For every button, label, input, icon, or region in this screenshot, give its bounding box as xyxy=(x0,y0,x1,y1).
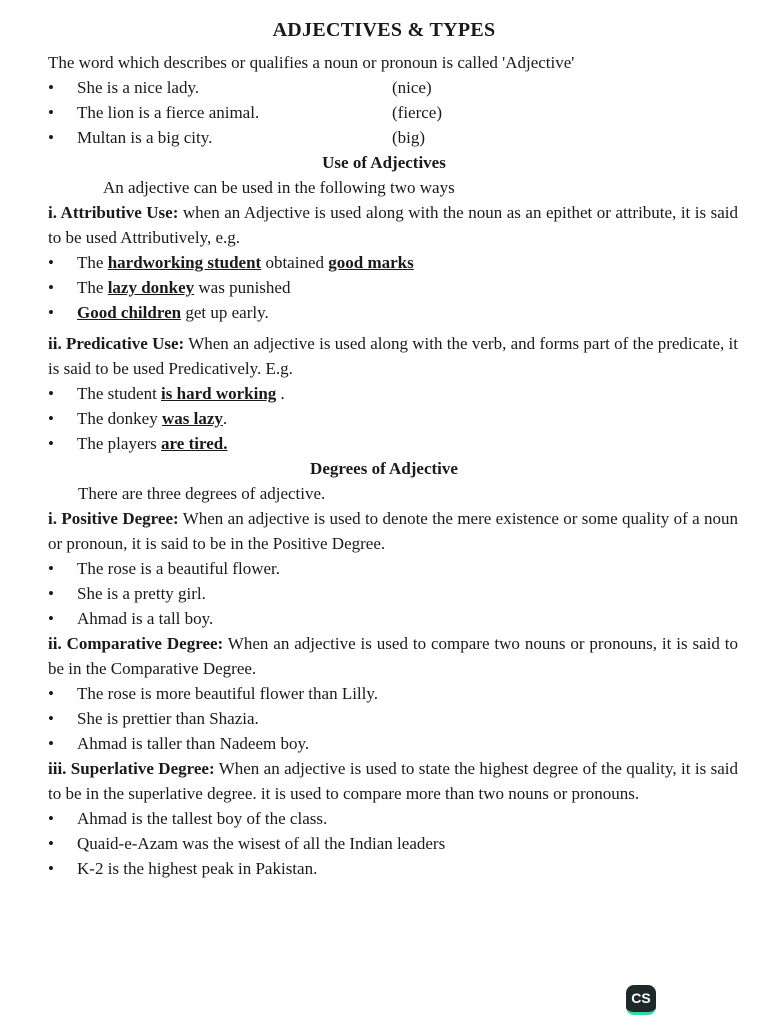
underlined-phrase: are tired. xyxy=(161,434,228,453)
underlined-phrase: Good children xyxy=(77,303,182,322)
positive-label: i. Positive Degree: xyxy=(48,509,179,528)
superlative-text: When an adjective is used to state the highest degree of the quality, it is said to be in the superlative degree. it is used to compare more than two nouns or pronouns. xyxy=(48,759,738,803)
list-item xyxy=(0,125,768,150)
degrees-intro: There are three degrees of adjective. xyxy=(78,484,326,503)
list-item xyxy=(0,431,768,456)
list-item: • She is a pretty girl. xyxy=(0,581,768,606)
definition: The word which describes or qualifies a noun or pronoun is called 'Adjective' xyxy=(48,53,575,72)
underlined-phrase: good marks xyxy=(328,253,414,272)
example-word: (fierce) xyxy=(392,103,443,122)
list-item: • The rose is a beautiful flower. xyxy=(0,556,768,581)
text: The donkey xyxy=(77,409,162,428)
list-item: • Ahmad is taller than Nadeem boy. xyxy=(0,731,768,756)
list-item: • She is prettier than Shazia. xyxy=(0,706,768,731)
list-item xyxy=(0,75,768,100)
predicative-label: ii. Predicative Use: xyxy=(48,334,185,353)
comparative-list xyxy=(0,681,768,756)
list-item: • Ahmad is the tallest boy of the class. xyxy=(0,806,768,831)
list-item: • K-2 is the highest peak in Pakistan. xyxy=(0,856,768,881)
list-item: • Quaid-e-Azam was the wisest of all the Indian leaders xyxy=(0,831,768,856)
positive-list xyxy=(0,556,768,631)
example-word: (big) xyxy=(392,128,426,147)
list-item xyxy=(0,406,768,431)
text: The players xyxy=(77,434,162,453)
text: get up early. xyxy=(181,303,269,322)
camscanner-logo: CS xyxy=(626,985,656,1015)
attributive-label: i. Attributive Use: xyxy=(48,203,179,222)
examples-list xyxy=(0,75,768,150)
list-item: • The rose is more beautiful flower than Lilly. xyxy=(0,681,768,706)
underlined-phrase: was lazy xyxy=(161,409,223,428)
page-title: ADJECTIVES & TYPES xyxy=(272,19,496,41)
positive-text: When an adjective is used to denote the mere existence or some quality of a noun or pronoun, it is said to be in the Positive Degree. xyxy=(48,509,738,553)
section-heading-degrees: Degrees of Adjective xyxy=(310,459,458,478)
list-item xyxy=(0,381,768,406)
comparative-label: ii. Comparative Degree: xyxy=(48,634,224,653)
example-sentence: • The lion is a fierce animal. xyxy=(77,103,260,122)
list-item xyxy=(0,100,768,125)
text: obtained xyxy=(261,253,329,272)
underlined-phrase: is hard working xyxy=(161,384,277,403)
example-word: (nice) xyxy=(392,78,432,97)
document-page xyxy=(0,14,768,881)
underlined-phrase: hardworking student xyxy=(107,253,262,272)
list-item xyxy=(0,275,768,300)
text: . xyxy=(222,409,228,428)
underlined-phrase: lazy donkey xyxy=(107,278,195,297)
attributive-text: when an Adjective is used along with the noun as an epithet or attribute, it is said to be used Attributively, e.g. xyxy=(48,203,739,247)
superlative-list xyxy=(0,806,768,881)
section-heading-use: Use of Adjectives xyxy=(322,153,446,172)
text: The xyxy=(77,278,108,297)
predicative-paragraph xyxy=(48,331,738,381)
predicative-text: When an adjective is used along with the verb, and forms part of the predicate, it is said to be used Predicatively. E.g. xyxy=(48,334,738,378)
text: The student xyxy=(77,384,162,403)
text: . xyxy=(276,384,285,403)
positive-paragraph xyxy=(48,506,738,556)
use-intro: An adjective can be used in the following two ways xyxy=(103,178,455,197)
comparative-text: When an adjective is used to compare two nouns or pronouns, it is said to be in the Comparative Degree. xyxy=(48,634,738,678)
comparative-paragraph xyxy=(48,631,738,681)
attributive-list xyxy=(0,250,768,325)
example-sentence: • Multan is a big city. xyxy=(77,128,213,147)
attributive-paragraph xyxy=(48,200,738,250)
superlative-label: iii. Superlative Degree: xyxy=(48,759,215,778)
example-sentence: • She is a nice lady. xyxy=(77,78,200,97)
list-item: • Ahmad is a tall boy. xyxy=(0,606,768,631)
superlative-paragraph xyxy=(48,756,738,806)
text: The xyxy=(77,253,108,272)
list-item xyxy=(0,300,768,325)
text: was punished xyxy=(194,278,291,297)
list-item xyxy=(0,250,768,275)
predicative-list xyxy=(0,381,768,456)
